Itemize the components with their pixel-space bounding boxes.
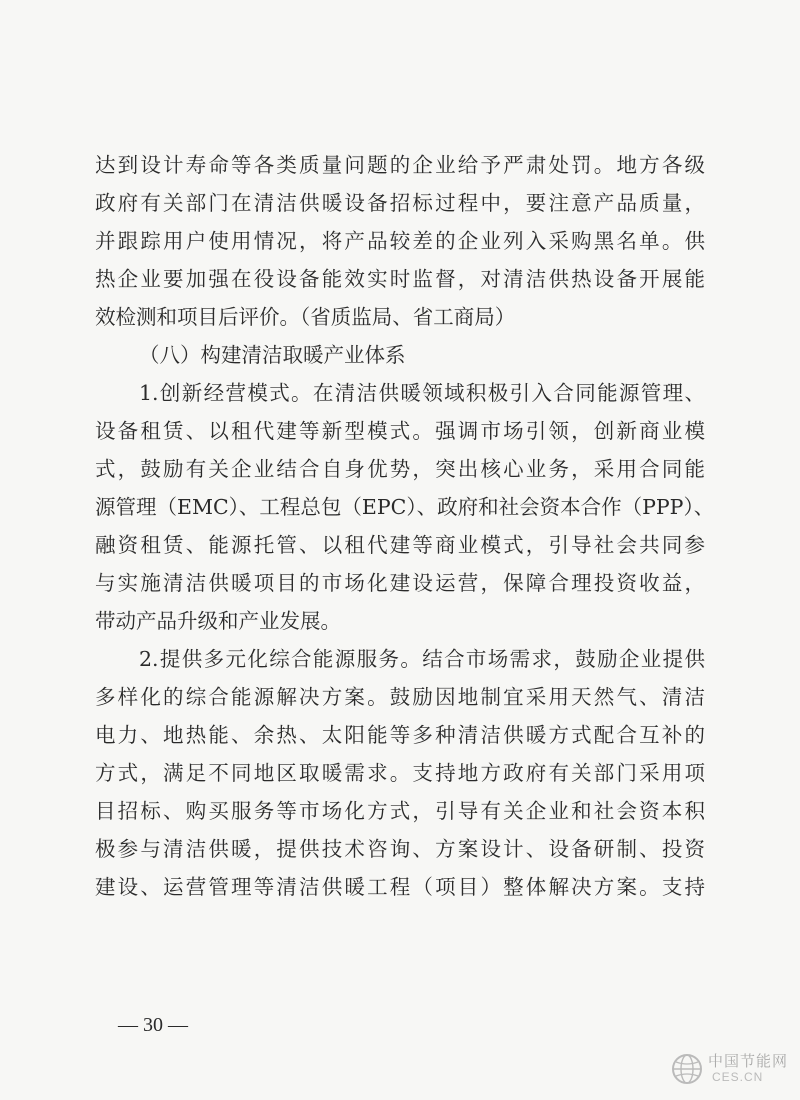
paragraph-start: 1.创新经营模式。在清洁供暖领域积极引入合同能源管理、 <box>139 381 705 405</box>
text-line: 热企业要加强在役设备能效实时监督，对清洁供热设备开展能 <box>95 267 705 291</box>
text-line: 极参与清洁供暖，提供技术咨询、方案设计、设备研制、投资 <box>95 837 705 861</box>
text-line: 与实施清洁供暖项目的市场化建设运营，保障合理投资收益， <box>95 571 705 595</box>
body-text <box>95 146 715 906</box>
text-line: 目招标、购买服务等市场化方式，引导有关企业和社会资本积 <box>95 799 705 823</box>
section-heading: （八）构建清洁取暖产业体系 <box>139 343 406 367</box>
text-line: 源管理（EMC）、工程总包（EPC）、政府和社会资本合作（PPP）、 <box>95 495 715 519</box>
text-line: 政府有关部门在清洁供暖设备招标过程中，要注意产品质量， <box>95 191 705 215</box>
page-number: — 30 — <box>118 1014 188 1036</box>
paragraph-start: 2.提供多元化综合能源服务。结合市场需求，鼓励企业提供 <box>139 647 705 671</box>
watermark-title: 中国节能网 <box>708 1052 789 1070</box>
text-line: 带动产品升级和产业发展。 <box>95 609 341 633</box>
watermark <box>670 1046 790 1090</box>
text-line: 电力、地热能、余热、太阳能等多种清洁供暖方式配合互补的 <box>95 723 705 747</box>
text-line: 多样化的综合能源解决方案。鼓励因地制宜采用天然气、清洁 <box>95 685 705 709</box>
text-line: 达到设计寿命等各类质量问题的企业给予严肃处罚。地方各级 <box>95 153 705 177</box>
text-line: 建设、运营管理等清洁供暖工程（项目）整体解决方案。支持 <box>95 875 705 899</box>
watermark-url: CES.CN <box>712 1070 764 1084</box>
text-line: 并跟踪用户使用情况，将产品较差的企业列入采购黑名单。供 <box>95 229 705 253</box>
text-line: 方式，满足不同地区取暖需求。支持地方政府有关部门采用项 <box>95 761 705 785</box>
text-line: 式，鼓励有关企业结合自身优势，突出核心业务，采用合同能 <box>95 457 705 481</box>
text-line: 融资租赁、能源托管、以租代建等商业模式，引导社会共同参 <box>95 533 705 557</box>
globe-logo-icon <box>670 1052 704 1086</box>
text-line: 设备租赁、以租代建等新型模式。强调市场引领，创新商业模 <box>95 419 705 443</box>
text-line: 效检测和项目后评价。（省质监局、省工商局） <box>95 305 516 329</box>
